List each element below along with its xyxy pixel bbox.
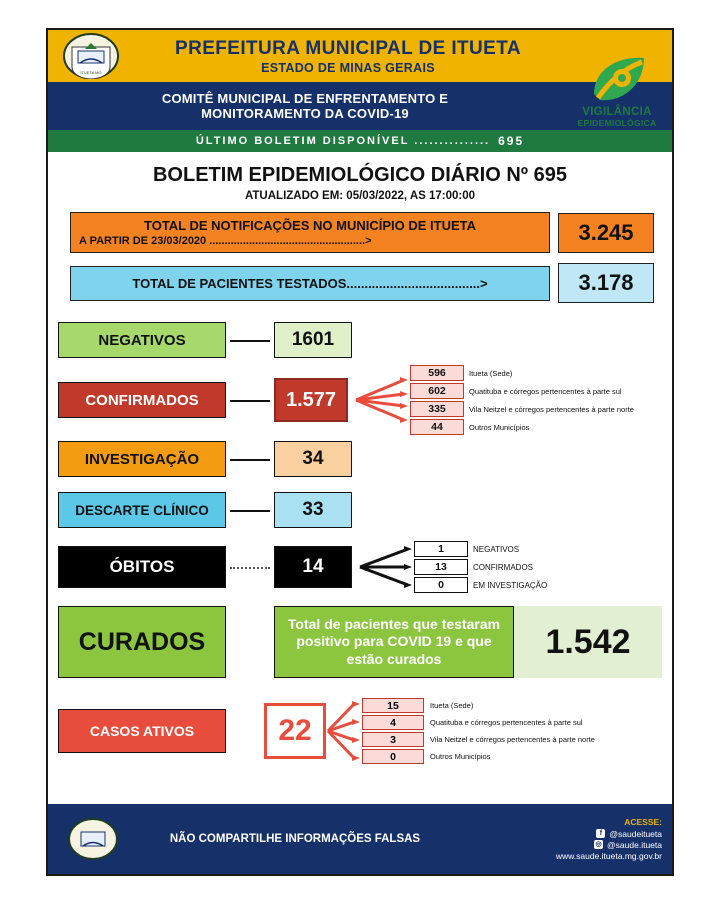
value-curados: 1.542 (514, 606, 662, 678)
footer-facebook[interactable] (452, 829, 662, 839)
confirmados-breakdown-list (410, 365, 634, 435)
breakdown-value: 1 (414, 541, 468, 557)
breakdown-value: 13 (414, 559, 468, 575)
row-curados (58, 606, 662, 678)
row-confirmados (58, 367, 662, 433)
value-descarte-clinico: 33 (274, 492, 352, 528)
fan-arrows-icon (354, 372, 410, 428)
breakdown-item (410, 401, 634, 417)
breakdown-item (362, 732, 595, 747)
coat-of-arms-icon (62, 33, 120, 79)
footer-links (452, 817, 672, 862)
breakdown-item (414, 541, 547, 557)
tested-label: TOTAL DE PACIENTES TESTADOS.....................................> (132, 275, 488, 291)
breakdown-value: 335 (410, 401, 464, 417)
breakdown-text: Itueta (Sede) (430, 701, 474, 710)
committee-text (48, 82, 562, 130)
breakdown-value: 0 (362, 749, 424, 764)
label-investigacao: INVESTIGAÇÃO (58, 441, 226, 477)
breakdown-text: Outros Municípios (430, 752, 491, 761)
value-negativos: 1601 (274, 322, 352, 358)
badge-line-2: EPIDEMIOLÓGICA (577, 118, 657, 128)
tested-bar (70, 266, 550, 301)
notifications-bar (70, 212, 550, 253)
obitos-breakdown (358, 539, 547, 595)
connector-obitos (226, 549, 274, 585)
breakdown-value: 4 (362, 715, 424, 730)
breakdown-item (362, 749, 595, 764)
svg-text:ITUETA MG: ITUETA MG (80, 70, 102, 75)
updated-at: ATUALIZADO EM: 05/03/2022, AS 17:00:00 (244, 190, 476, 202)
row-investigacao (58, 438, 662, 480)
label-obitos: ÓBITOS (58, 546, 226, 588)
header-titles (134, 30, 562, 82)
committee-line-2: MONITORAMENTO DA COVID-19 (201, 106, 409, 121)
row-descarte-clinico (58, 489, 662, 531)
footer-instagram[interactable] (452, 840, 662, 850)
footer-message: NÃO COMPARTILHE INFORMAÇÕES FALSAS (169, 833, 421, 845)
connector-negativos (226, 322, 274, 358)
breakdown-item (362, 698, 595, 713)
breakdown-text: EM INVESTIGAÇÃO (473, 580, 548, 590)
value-casos-ativos: 22 (264, 703, 326, 759)
value-investigacao: 34 (274, 441, 352, 477)
label-descarte-clinico: DESCARTE CLÍNICO (58, 492, 226, 528)
last-bulletin-label: ÚLTIMO BOLETIM DISPONÍVEL ............... (195, 135, 491, 147)
footer-crest-logo (48, 816, 138, 862)
breakdown-value: 44 (410, 419, 464, 435)
confirmados-breakdown (354, 365, 634, 435)
connector-descarte (226, 492, 274, 528)
facebook-icon: f (596, 829, 605, 838)
breakdown-text: Outros Municípios (469, 422, 530, 432)
notifications-row (58, 212, 662, 253)
breakdown-text: Vila Neitzel e córregos pertencentes à parte norte (430, 735, 595, 744)
footer (48, 804, 672, 874)
breakdown-text: Quatituba e córregos pertencentes à parte sul (430, 718, 583, 727)
breakdown-value: 596 (410, 365, 464, 381)
label-curados: CURADOS (58, 606, 226, 678)
value-confirmados: 1.577 (274, 378, 348, 422)
notifications-sub: A PARTIR DE 23/03/2020 ...................................................> (79, 235, 372, 247)
row-casos-ativos (58, 692, 662, 770)
coat-of-arms-icon (64, 816, 122, 862)
breakdown-value: 0 (414, 577, 468, 593)
city-title: PREFEITURA MUNICIPAL DE ITUETA (175, 37, 521, 59)
obitos-breakdown-list (414, 541, 547, 593)
footer-website[interactable] (452, 851, 662, 861)
breakdown-item (410, 365, 634, 381)
breakdown-value: 3 (362, 732, 424, 747)
label-casos-ativos: CASOS ATIVOS (58, 709, 226, 753)
label-negativos: NEGATIVOS (58, 322, 226, 358)
fan-arrows-icon (358, 539, 414, 595)
committee-line-1: COMITÊ MUNICIPAL DE ENFRENTAMENTO E (161, 91, 449, 106)
value-obitos: 14 (274, 546, 352, 588)
breakdown-value: 15 (362, 698, 424, 713)
breakdown-text: CONFIRMADOS (473, 562, 533, 572)
breakdown-item (414, 559, 547, 575)
row-negativos (58, 319, 662, 361)
notifications-label: TOTAL DE NOTIFICAÇÕES NO MUNICÍPIO DE ITUETA (144, 218, 476, 233)
breakdown-text: Vila Neitzel e córregos pertencentes à parte norte (469, 404, 634, 414)
ativos-breakdown-list (362, 698, 595, 764)
state-subtitle: ESTADO DE MINAS GERAIS (261, 60, 435, 75)
notifications-value: 3.245 (558, 213, 654, 253)
instagram-handle: @saude.itueta (607, 839, 662, 850)
instagram-icon: ◎ (595, 841, 602, 848)
leaf-icon (586, 54, 648, 106)
city-crest-logo (48, 30, 134, 82)
row-obitos (58, 540, 662, 594)
curados-description: Total de pacientes que testaram positivo para COVID 19 e que estão curados (274, 606, 514, 678)
connector-investigacao (226, 441, 274, 477)
breakdown-item (362, 715, 595, 730)
breakdown-text: Quatituba e córregos pertencentes à parte sul (469, 386, 622, 396)
badge-line-1: VIGILÂNCIA (582, 106, 652, 118)
page-title: BOLETIM EPIDEMIOLÓGICO DIÁRIO Nº 695 (152, 164, 567, 186)
breakdown-value: 602 (410, 383, 464, 399)
breakdown-item (410, 419, 634, 435)
breakdown-text: Itueta (Sede) (469, 368, 513, 378)
connector-confirmados (226, 382, 274, 418)
tested-value: 3.178 (558, 263, 654, 303)
last-bulletin-number: 695 (498, 134, 525, 148)
bulletin-frame (46, 28, 674, 876)
tested-row (58, 263, 662, 303)
footer-acesse-label: ACESSE: (624, 816, 662, 827)
fan-arrows-icon (326, 696, 362, 766)
header-committee-band (48, 82, 672, 130)
label-confirmados: CONFIRMADOS (58, 382, 226, 418)
ativos-arrows (326, 696, 362, 766)
bulletin-body (48, 152, 672, 770)
breakdown-text: NEGATIVOS (473, 544, 520, 554)
facebook-handle: @saudeitueta (609, 828, 662, 839)
vigilancia-badge (562, 30, 672, 152)
website-url: www.saude.itueta.mg.gov.br (555, 850, 662, 861)
breakdown-item (410, 383, 634, 399)
breakdown-item (414, 577, 547, 593)
